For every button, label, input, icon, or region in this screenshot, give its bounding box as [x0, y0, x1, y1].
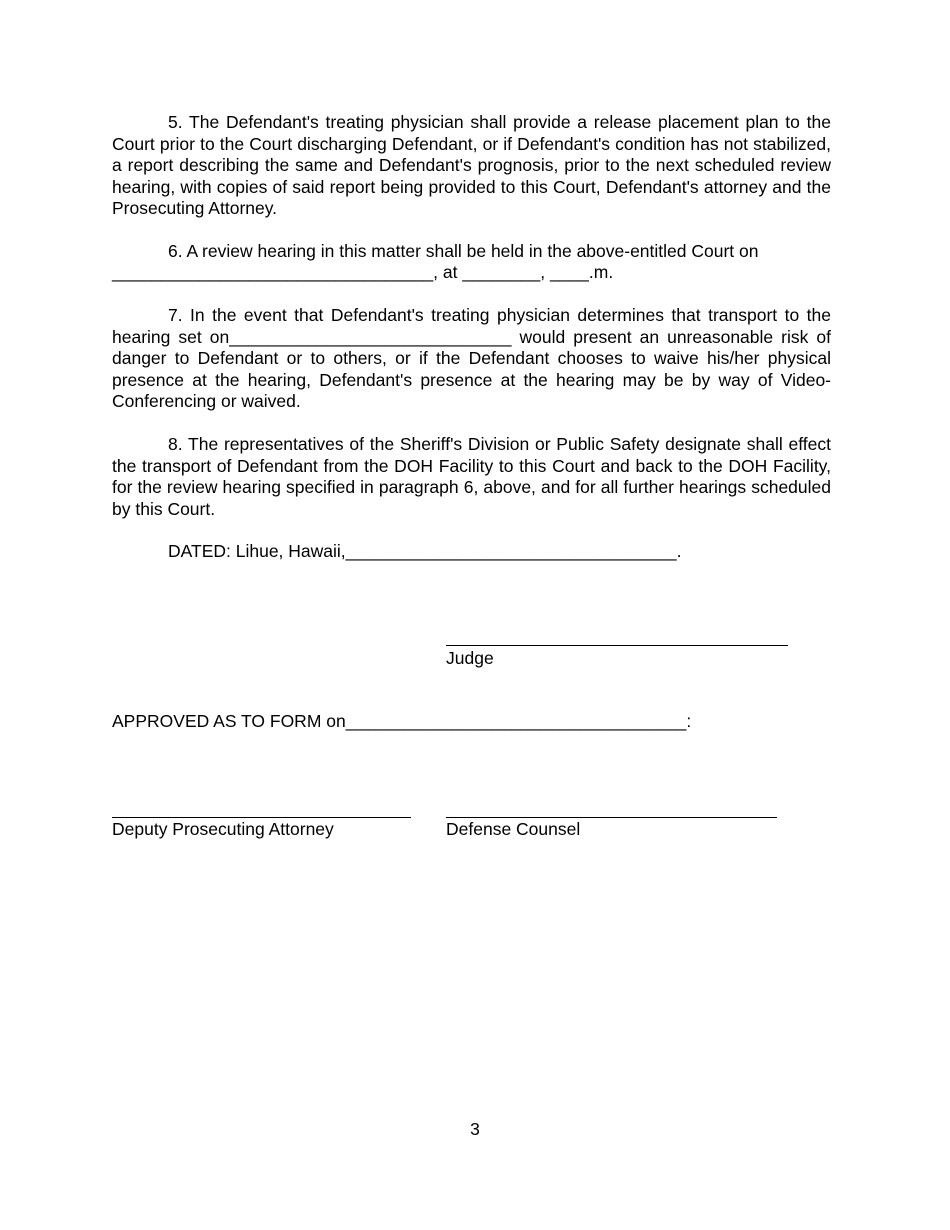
page-number: 3: [470, 1119, 480, 1139]
judge-signature-line: [446, 645, 788, 646]
paragraph-5: [112, 112, 831, 220]
paragraph-5-text: 5. The Defendant's treating physician shall provide a release placement plan to the Court prior to the Court discharging Defendant, or if Defendant's condition has not stabilized, a report describing the same and Defendant's prognosis, prior to the next scheduled review hearing, with copies of said report being provided to this Court, Defendant's attorney and the Prosecuting Attorney.: [112, 112, 831, 218]
approved-as-to-form-line: APPROVED AS TO FORM on___________________________________:: [112, 711, 692, 731]
judge-label: Judge: [446, 648, 494, 668]
prosecutor-signature-line: [112, 817, 411, 818]
prosecutor-label: Deputy Prosecuting Attorney: [112, 819, 334, 839]
defense-signature-line: [446, 817, 777, 818]
paragraph-8: [112, 434, 831, 520]
paragraph-7: [112, 305, 831, 413]
paragraph-6-date-blanks: _________________________________, at ________, ____.m.: [112, 262, 614, 282]
paragraph-7-text-start: 7. In the event that Defendant's treating physician determines that transport to the hearing set on: [112, 305, 831, 347]
paragraph-7-text-end: would present an unreasonable risk of danger to Defendant or to others, or if the Defendant chooses to waive his/her physical presence at the hearing, Defendant's presence at the hearing may be by way of Video-Conferencing or waived.: [112, 326, 831, 411]
dated-line: DATED: Lihue, Hawaii,__________________________________.: [168, 541, 682, 561]
paragraph-8-text: 8. The representatives of the Sheriff's Division or Public Safety designate shall effect the transport of Defendant from the DOH Facility to this Court and back to the DOH Facility, for the review hearing specified in paragraph 6, above, and for all further hearings scheduled by this Court.: [112, 434, 831, 519]
defense-label: Defense Counsel: [446, 819, 581, 839]
paragraph-6: [112, 241, 831, 263]
paragraph-6-text: 6. A review hearing in this matter shall be held in the above-entitled Court on: [168, 241, 759, 261]
paragraph-7-blank: _____________________________: [229, 326, 512, 347]
